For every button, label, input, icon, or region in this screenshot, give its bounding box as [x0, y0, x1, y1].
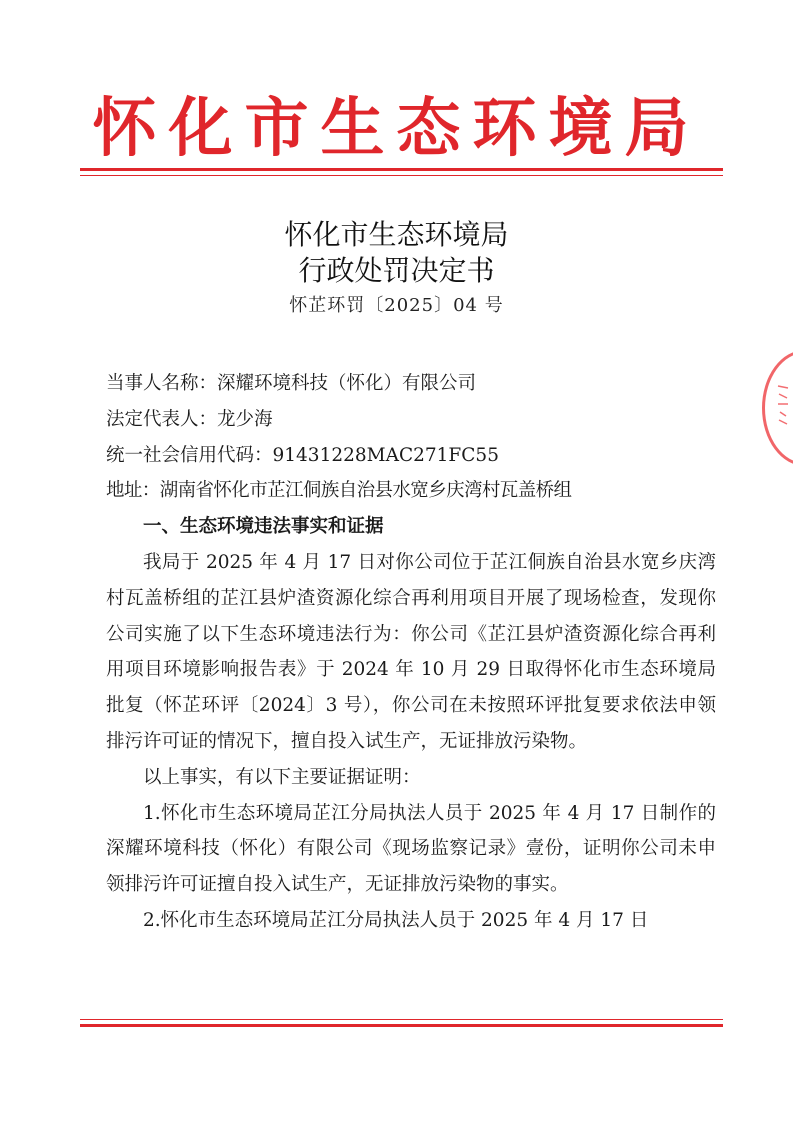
- document-body: [106, 366, 716, 939]
- section-heading-violation-facts: 一、生态环境违法事实和证据: [143, 516, 384, 538]
- evidence-item-2: 2.怀化市生态环境局芷江分局执法人员于 2025 年 4 月 17 日: [143, 909, 649, 931]
- footer-red-rule-thick: [80, 1024, 723, 1027]
- document-number: 怀芷环罚〔2025〕04 号: [289, 295, 504, 316]
- letterhead-agency-name: 怀化市生态环境局: [92, 92, 701, 166]
- evidence-item-1: 1.怀化市生态环境局芷江分局执法人员于 2025 年 4 月 17 日制作的深耀环境科技（怀化）有限公司《现场监察记录》壹份，证明你公司未申领排污许可证擅自投入试生产，无证排放污染物的事实。: [106, 802, 716, 896]
- letterhead-red-rule-thin: [80, 175, 723, 176]
- body-paragraph-facts: 我局于 2025 年 4 月 17 日对你公司位于芷江侗族自治县水宽乡庆湾村瓦盖桥组的芷江县炉渣资源化综合再利用项目开展了现场检查，发现你公司实施了以下生态环境违法行为：你公司《芷江县炉渣资源化综合再利用项目环境影响报告表》于 2024 年 10 月 29 日取得怀化市生态环境局批复（怀芷环评〔2024〕3 号），你公司在未按照环评批复要求依法申领排污许可证的情况下，擅自投入试生产，无证排放污染物。: [106, 551, 716, 752]
- party-name-line: 当事人名称：深耀环境科技（怀化）有限公司: [106, 373, 477, 394]
- document-title-agency: 怀化市生态环境局: [284, 218, 509, 251]
- letterhead-red-rule-thick: [80, 168, 723, 171]
- footer-red-rule-thin: [80, 1019, 723, 1020]
- document-title: 行政处罚决定书: [298, 254, 495, 287]
- official-seal-partial-text: [776, 382, 790, 428]
- legal-representative-line: 法定代表人：龙少海: [106, 408, 273, 430]
- address-line: 地址：湖南省怀化市芷江侗族自治县水宽乡庆湾村瓦盖桥组: [106, 480, 572, 502]
- body-paragraph-evidence-intro: 以上事实，有以下主要证据证明：: [143, 766, 421, 788]
- credit-code-line: 统一社会信用代码：91431228MAC271FC55: [106, 444, 499, 466]
